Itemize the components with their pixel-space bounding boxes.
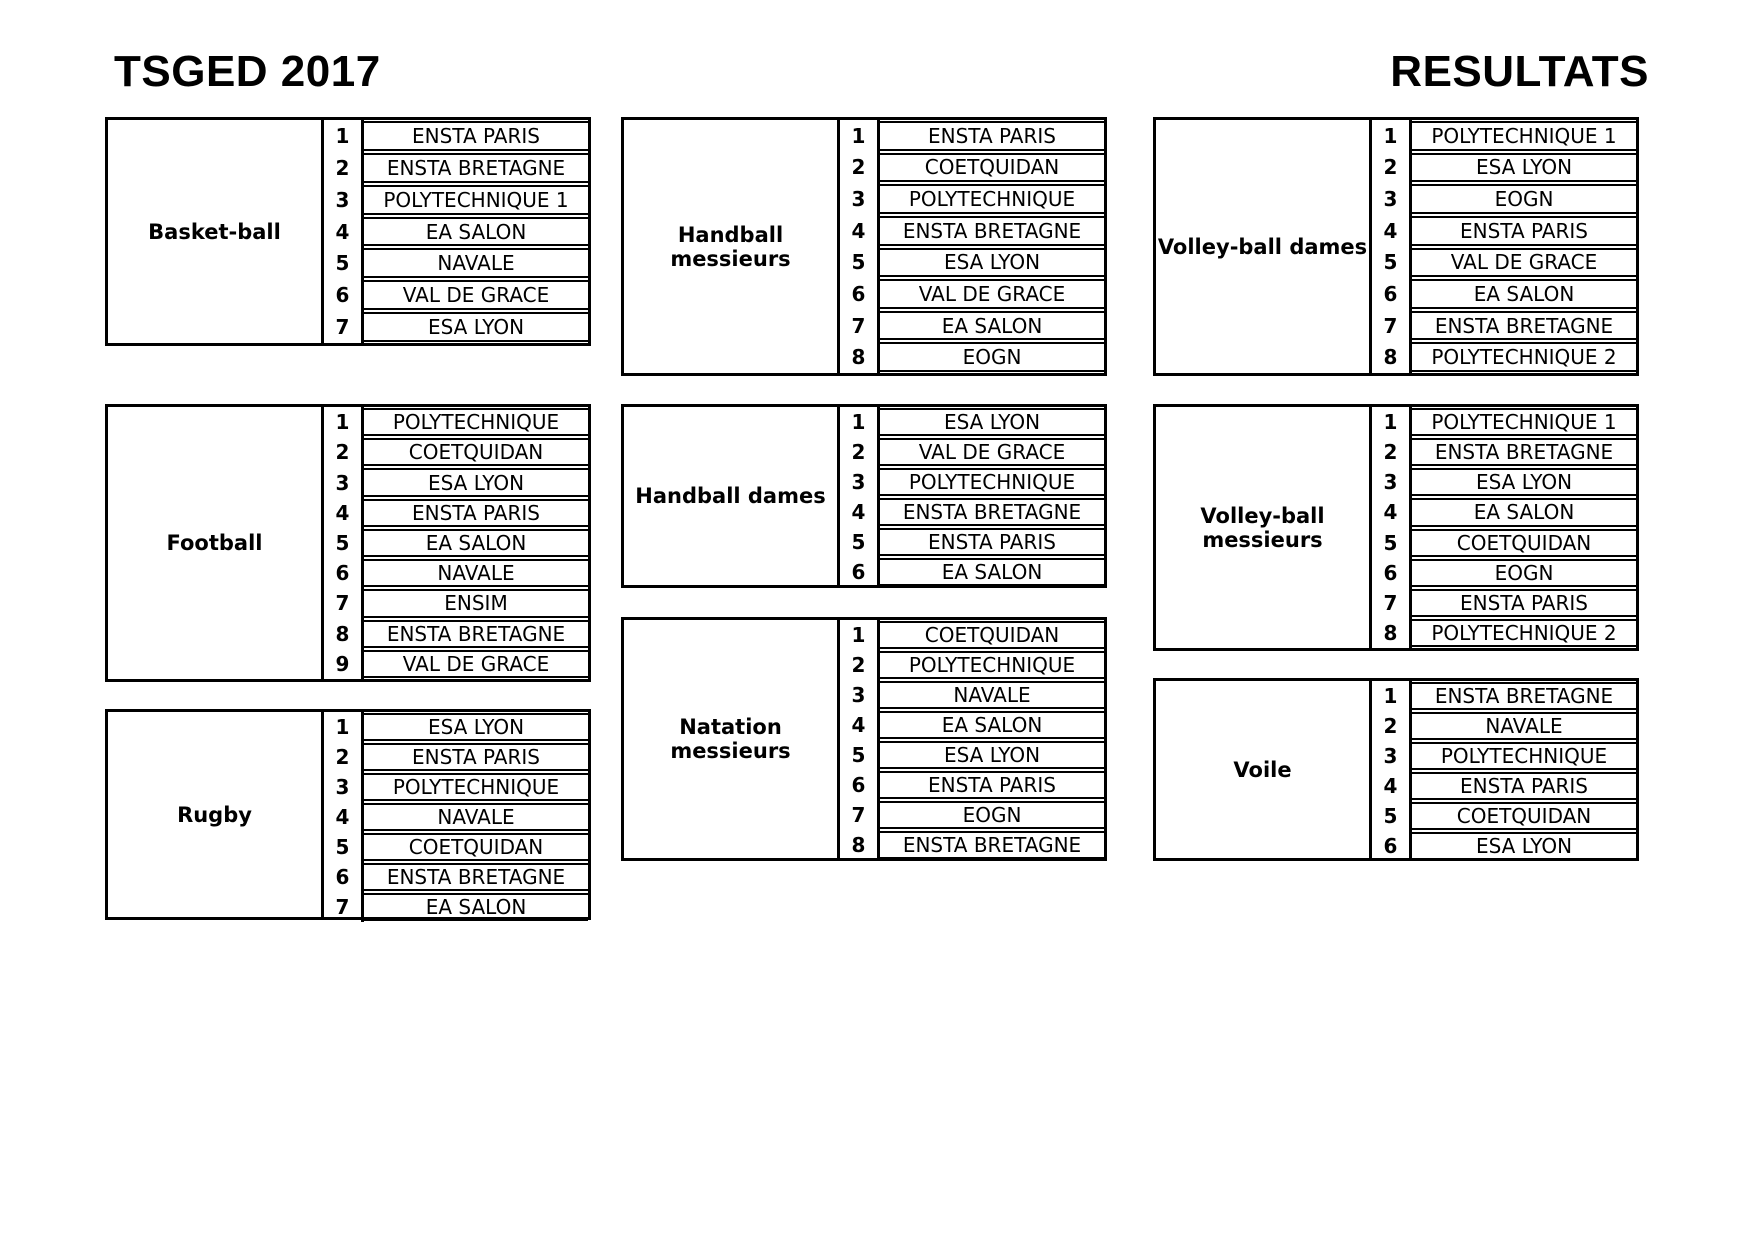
team-name: POLYTECHNIQUE 2 bbox=[1412, 619, 1636, 647]
team-name: EOGN bbox=[880, 801, 1104, 829]
ranking-row bbox=[1372, 407, 1636, 437]
rank-number: 7 bbox=[324, 311, 364, 343]
rank-number: 8 bbox=[1372, 341, 1412, 373]
rank-number: 1 bbox=[1372, 407, 1412, 437]
sport-results-table bbox=[621, 617, 1107, 861]
team-name: COETQUIDAN bbox=[1412, 802, 1636, 830]
ranking-row bbox=[324, 184, 588, 216]
ranking-list bbox=[840, 407, 1104, 585]
rank-number: 4 bbox=[1372, 215, 1412, 247]
ranking-row bbox=[324, 498, 588, 528]
ranking-row bbox=[324, 152, 588, 184]
team-name: NAVALE bbox=[364, 803, 588, 831]
team-name: ESA LYON bbox=[364, 468, 588, 496]
ranking-row bbox=[840, 497, 1104, 527]
team-name: ESA LYON bbox=[880, 248, 1104, 278]
ranking-row bbox=[1372, 341, 1636, 373]
team-name: COETQUIDAN bbox=[364, 833, 588, 861]
ranking-row bbox=[840, 680, 1104, 710]
ranking-row bbox=[324, 528, 588, 558]
ranking-row bbox=[840, 310, 1104, 342]
team-name: EA SALON bbox=[880, 711, 1104, 739]
ranking-row bbox=[840, 620, 1104, 650]
ranking-row bbox=[1372, 801, 1636, 831]
ranking-row bbox=[324, 649, 588, 679]
rank-number: 6 bbox=[1372, 278, 1412, 310]
ranking-row bbox=[324, 588, 588, 618]
team-name: ENSTA PARIS bbox=[364, 499, 588, 527]
rank-number: 7 bbox=[840, 310, 880, 342]
team-name: ENSTA BRETAGNE bbox=[880, 216, 1104, 246]
team-name: ENSTA PARIS bbox=[364, 743, 588, 771]
ranking-row bbox=[324, 558, 588, 588]
team-name: ESA LYON bbox=[1412, 832, 1636, 860]
team-name: EOGN bbox=[1412, 559, 1636, 587]
ranking-row bbox=[840, 152, 1104, 184]
team-name: COETQUIDAN bbox=[364, 438, 588, 466]
team-name: ENSTA PARIS bbox=[1412, 589, 1636, 617]
ranking-row bbox=[840, 830, 1104, 860]
results-heading: RESULTATS bbox=[1390, 47, 1649, 96]
ranking-row bbox=[324, 279, 588, 311]
ranking-row bbox=[840, 770, 1104, 800]
rank-number: 2 bbox=[1372, 437, 1412, 467]
team-name: EA SALON bbox=[880, 311, 1104, 341]
ranking-list bbox=[1372, 407, 1636, 648]
rank-number: 7 bbox=[840, 800, 880, 830]
team-name: EA SALON bbox=[1412, 498, 1636, 526]
sport-results-table bbox=[105, 404, 591, 682]
team-name: ENSTA BRETAGNE bbox=[1412, 311, 1636, 341]
rank-number: 5 bbox=[324, 528, 364, 558]
team-name: ENSTA BRETAGNE bbox=[1412, 682, 1636, 710]
team-name: ESA LYON bbox=[880, 741, 1104, 769]
team-name: POLYTECHNIQUE 1 bbox=[364, 185, 588, 215]
ranking-row bbox=[840, 467, 1104, 497]
team-name: ESA LYON bbox=[364, 312, 588, 342]
ranking-row bbox=[840, 527, 1104, 557]
rank-number: 1 bbox=[324, 120, 364, 152]
ranking-row bbox=[840, 278, 1104, 310]
rank-number: 6 bbox=[840, 557, 880, 587]
sport-name: Volley-ball messieurs bbox=[1156, 407, 1372, 648]
team-name: ENSTA PARIS bbox=[880, 771, 1104, 799]
team-name: EA SALON bbox=[880, 558, 1104, 586]
team-name: ENSTA PARIS bbox=[1412, 216, 1636, 246]
rank-number: 1 bbox=[324, 407, 364, 437]
team-name: COETQUIDAN bbox=[880, 621, 1104, 649]
ranking-row bbox=[324, 247, 588, 279]
rank-number: 4 bbox=[840, 710, 880, 740]
ranking-row bbox=[1372, 618, 1636, 648]
ranking-row bbox=[324, 120, 588, 152]
team-name: POLYTECHNIQUE 1 bbox=[1412, 408, 1636, 436]
rank-number: 4 bbox=[840, 497, 880, 527]
rank-number: 2 bbox=[324, 742, 364, 772]
rank-number: 4 bbox=[840, 215, 880, 247]
ranking-row bbox=[1372, 711, 1636, 741]
team-name: ENSTA BRETAGNE bbox=[364, 863, 588, 891]
team-name: EA SALON bbox=[1412, 279, 1636, 309]
rank-number: 8 bbox=[324, 619, 364, 649]
ranking-row bbox=[1372, 681, 1636, 711]
team-name: ENSTA PARIS bbox=[880, 528, 1104, 556]
rank-number: 1 bbox=[840, 407, 880, 437]
team-name: NAVALE bbox=[364, 248, 588, 278]
team-name: NAVALE bbox=[880, 681, 1104, 709]
rank-number: 3 bbox=[1372, 741, 1412, 771]
sport-name: Football bbox=[108, 407, 324, 679]
team-name: ENSTA BRETAGNE bbox=[1412, 438, 1636, 466]
rank-number: 2 bbox=[840, 152, 880, 184]
team-name: COETQUIDAN bbox=[880, 153, 1104, 183]
rank-number: 5 bbox=[1372, 528, 1412, 558]
team-name: ESA LYON bbox=[364, 713, 588, 741]
rank-number: 6 bbox=[1372, 558, 1412, 588]
rank-number: 3 bbox=[324, 772, 364, 802]
team-name: VAL DE GRACE bbox=[880, 279, 1104, 309]
rank-number: 1 bbox=[324, 712, 364, 742]
rank-number: 2 bbox=[324, 437, 364, 467]
ranking-row bbox=[1372, 741, 1636, 771]
rank-number: 4 bbox=[324, 498, 364, 528]
sport-name: Rugby bbox=[108, 712, 324, 917]
sport-results-table bbox=[105, 709, 591, 920]
ranking-row bbox=[1372, 528, 1636, 558]
rank-number: 8 bbox=[840, 341, 880, 373]
rank-number: 8 bbox=[840, 830, 880, 860]
rank-number: 1 bbox=[840, 120, 880, 152]
ranking-row bbox=[840, 800, 1104, 830]
rank-number: 3 bbox=[840, 183, 880, 215]
ranking-row bbox=[324, 862, 588, 892]
rank-number: 5 bbox=[1372, 247, 1412, 279]
ranking-list bbox=[324, 407, 588, 679]
ranking-row bbox=[324, 712, 588, 742]
sport-results-table bbox=[621, 404, 1107, 588]
ranking-row bbox=[324, 742, 588, 772]
team-name: ESA LYON bbox=[880, 408, 1104, 436]
ranking-list bbox=[1372, 120, 1636, 373]
ranking-row bbox=[840, 407, 1104, 437]
rank-number: 6 bbox=[324, 558, 364, 588]
rank-number: 7 bbox=[1372, 310, 1412, 342]
ranking-row bbox=[1372, 771, 1636, 801]
team-name: EA SALON bbox=[364, 217, 588, 247]
team-name: POLYTECHNIQUE bbox=[880, 184, 1104, 214]
document-title: TSGED 2017 bbox=[114, 47, 381, 96]
ranking-row bbox=[1372, 120, 1636, 152]
sport-results-table bbox=[621, 117, 1107, 376]
team-name: VAL DE GRACE bbox=[364, 650, 588, 678]
ranking-row bbox=[1372, 588, 1636, 618]
rank-number: 2 bbox=[840, 437, 880, 467]
sport-name: Voile bbox=[1156, 681, 1372, 858]
ranking-row bbox=[840, 437, 1104, 467]
ranking-row bbox=[840, 710, 1104, 740]
sport-name: Volley-ball dames bbox=[1156, 120, 1372, 373]
team-name: ENSTA PARIS bbox=[880, 121, 1104, 151]
rank-number: 5 bbox=[840, 247, 880, 279]
rank-number: 4 bbox=[324, 802, 364, 832]
rank-number: 4 bbox=[324, 216, 364, 248]
team-name: ENSTA BRETAGNE bbox=[364, 620, 588, 648]
rank-number: 5 bbox=[840, 527, 880, 557]
team-name: VAL DE GRACE bbox=[364, 280, 588, 310]
team-name: EA SALON bbox=[364, 893, 588, 921]
team-name: NAVALE bbox=[364, 559, 588, 587]
rank-number: 1 bbox=[840, 620, 880, 650]
rank-number: 2 bbox=[324, 152, 364, 184]
ranking-row bbox=[840, 650, 1104, 680]
team-name: ENSTA PARIS bbox=[1412, 772, 1636, 800]
sport-results-table bbox=[1153, 404, 1639, 651]
ranking-list bbox=[324, 712, 588, 917]
team-name: EOGN bbox=[880, 342, 1104, 372]
ranking-list bbox=[840, 120, 1104, 373]
ranking-row bbox=[1372, 247, 1636, 279]
rank-number: 8 bbox=[1372, 618, 1412, 648]
rank-number: 2 bbox=[1372, 152, 1412, 184]
ranking-row bbox=[324, 216, 588, 248]
team-name: EOGN bbox=[1412, 184, 1636, 214]
ranking-row bbox=[840, 557, 1104, 587]
ranking-row bbox=[840, 215, 1104, 247]
ranking-row bbox=[1372, 831, 1636, 861]
ranking-row bbox=[324, 772, 588, 802]
rank-number: 7 bbox=[324, 588, 364, 618]
sport-name: Natation messieurs bbox=[624, 620, 840, 858]
rank-number: 2 bbox=[1372, 711, 1412, 741]
ranking-row bbox=[324, 311, 588, 343]
rank-number: 4 bbox=[1372, 771, 1412, 801]
rank-number: 7 bbox=[1372, 588, 1412, 618]
ranking-row bbox=[1372, 310, 1636, 342]
rank-number: 1 bbox=[1372, 681, 1412, 711]
rank-number: 6 bbox=[324, 862, 364, 892]
team-name: ENSTA BRETAGNE bbox=[880, 498, 1104, 526]
rank-number: 5 bbox=[324, 247, 364, 279]
ranking-row bbox=[1372, 558, 1636, 588]
ranking-row bbox=[324, 802, 588, 832]
ranking-row bbox=[324, 437, 588, 467]
team-name: ENSTA PARIS bbox=[364, 121, 588, 151]
rank-number: 2 bbox=[840, 650, 880, 680]
ranking-row bbox=[324, 407, 588, 437]
ranking-row bbox=[840, 341, 1104, 373]
ranking-row bbox=[1372, 215, 1636, 247]
sport-results-table bbox=[105, 117, 591, 346]
ranking-list bbox=[1372, 681, 1636, 858]
rank-number: 6 bbox=[840, 770, 880, 800]
team-name: ENSTA BRETAGNE bbox=[880, 831, 1104, 859]
rank-number: 3 bbox=[1372, 183, 1412, 215]
rank-number: 3 bbox=[840, 680, 880, 710]
ranking-list bbox=[324, 120, 588, 343]
ranking-row bbox=[840, 183, 1104, 215]
team-name: NAVALE bbox=[1412, 712, 1636, 740]
ranking-row bbox=[324, 619, 588, 649]
team-name: POLYTECHNIQUE 2 bbox=[1412, 342, 1636, 372]
ranking-row bbox=[1372, 467, 1636, 497]
ranking-row bbox=[324, 467, 588, 497]
sport-results-table bbox=[1153, 678, 1639, 861]
rank-number: 3 bbox=[840, 467, 880, 497]
sport-name: Handball messieurs bbox=[624, 120, 840, 373]
rank-number: 5 bbox=[324, 832, 364, 862]
sport-name: Handball dames bbox=[624, 407, 840, 585]
rank-number: 6 bbox=[840, 278, 880, 310]
team-name: POLYTECHNIQUE bbox=[880, 651, 1104, 679]
team-name: VAL DE GRACE bbox=[880, 438, 1104, 466]
team-name: ENSTA BRETAGNE bbox=[364, 153, 588, 183]
ranking-row bbox=[1372, 497, 1636, 527]
team-name: ESA LYON bbox=[1412, 468, 1636, 496]
rank-number: 3 bbox=[1372, 467, 1412, 497]
rank-number: 3 bbox=[324, 184, 364, 216]
team-name: POLYTECHNIQUE bbox=[1412, 742, 1636, 770]
rank-number: 5 bbox=[840, 740, 880, 770]
ranking-row bbox=[840, 740, 1104, 770]
ranking-row bbox=[1372, 278, 1636, 310]
ranking-row bbox=[840, 120, 1104, 152]
rank-number: 7 bbox=[324, 892, 364, 922]
sport-name: Basket-ball bbox=[108, 120, 324, 343]
rank-number: 9 bbox=[324, 649, 364, 679]
team-name: POLYTECHNIQUE bbox=[364, 408, 588, 436]
ranking-row bbox=[840, 247, 1104, 279]
ranking-row bbox=[324, 892, 588, 922]
ranking-list bbox=[840, 620, 1104, 858]
rank-number: 6 bbox=[324, 279, 364, 311]
team-name: POLYTECHNIQUE 1 bbox=[1412, 121, 1636, 151]
ranking-row bbox=[1372, 152, 1636, 184]
team-name: POLYTECHNIQUE bbox=[880, 468, 1104, 496]
sport-results-table bbox=[1153, 117, 1639, 376]
team-name: VAL DE GRACE bbox=[1412, 248, 1636, 278]
team-name: ENSIM bbox=[364, 589, 588, 617]
team-name: EA SALON bbox=[364, 529, 588, 557]
rank-number: 3 bbox=[324, 467, 364, 497]
rank-number: 5 bbox=[1372, 801, 1412, 831]
ranking-row bbox=[1372, 183, 1636, 215]
rank-number: 4 bbox=[1372, 497, 1412, 527]
team-name: POLYTECHNIQUE bbox=[364, 773, 588, 801]
rank-number: 1 bbox=[1372, 120, 1412, 152]
ranking-row bbox=[1372, 437, 1636, 467]
team-name: COETQUIDAN bbox=[1412, 529, 1636, 557]
ranking-row bbox=[324, 832, 588, 862]
team-name: ESA LYON bbox=[1412, 153, 1636, 183]
rank-number: 6 bbox=[1372, 831, 1412, 861]
